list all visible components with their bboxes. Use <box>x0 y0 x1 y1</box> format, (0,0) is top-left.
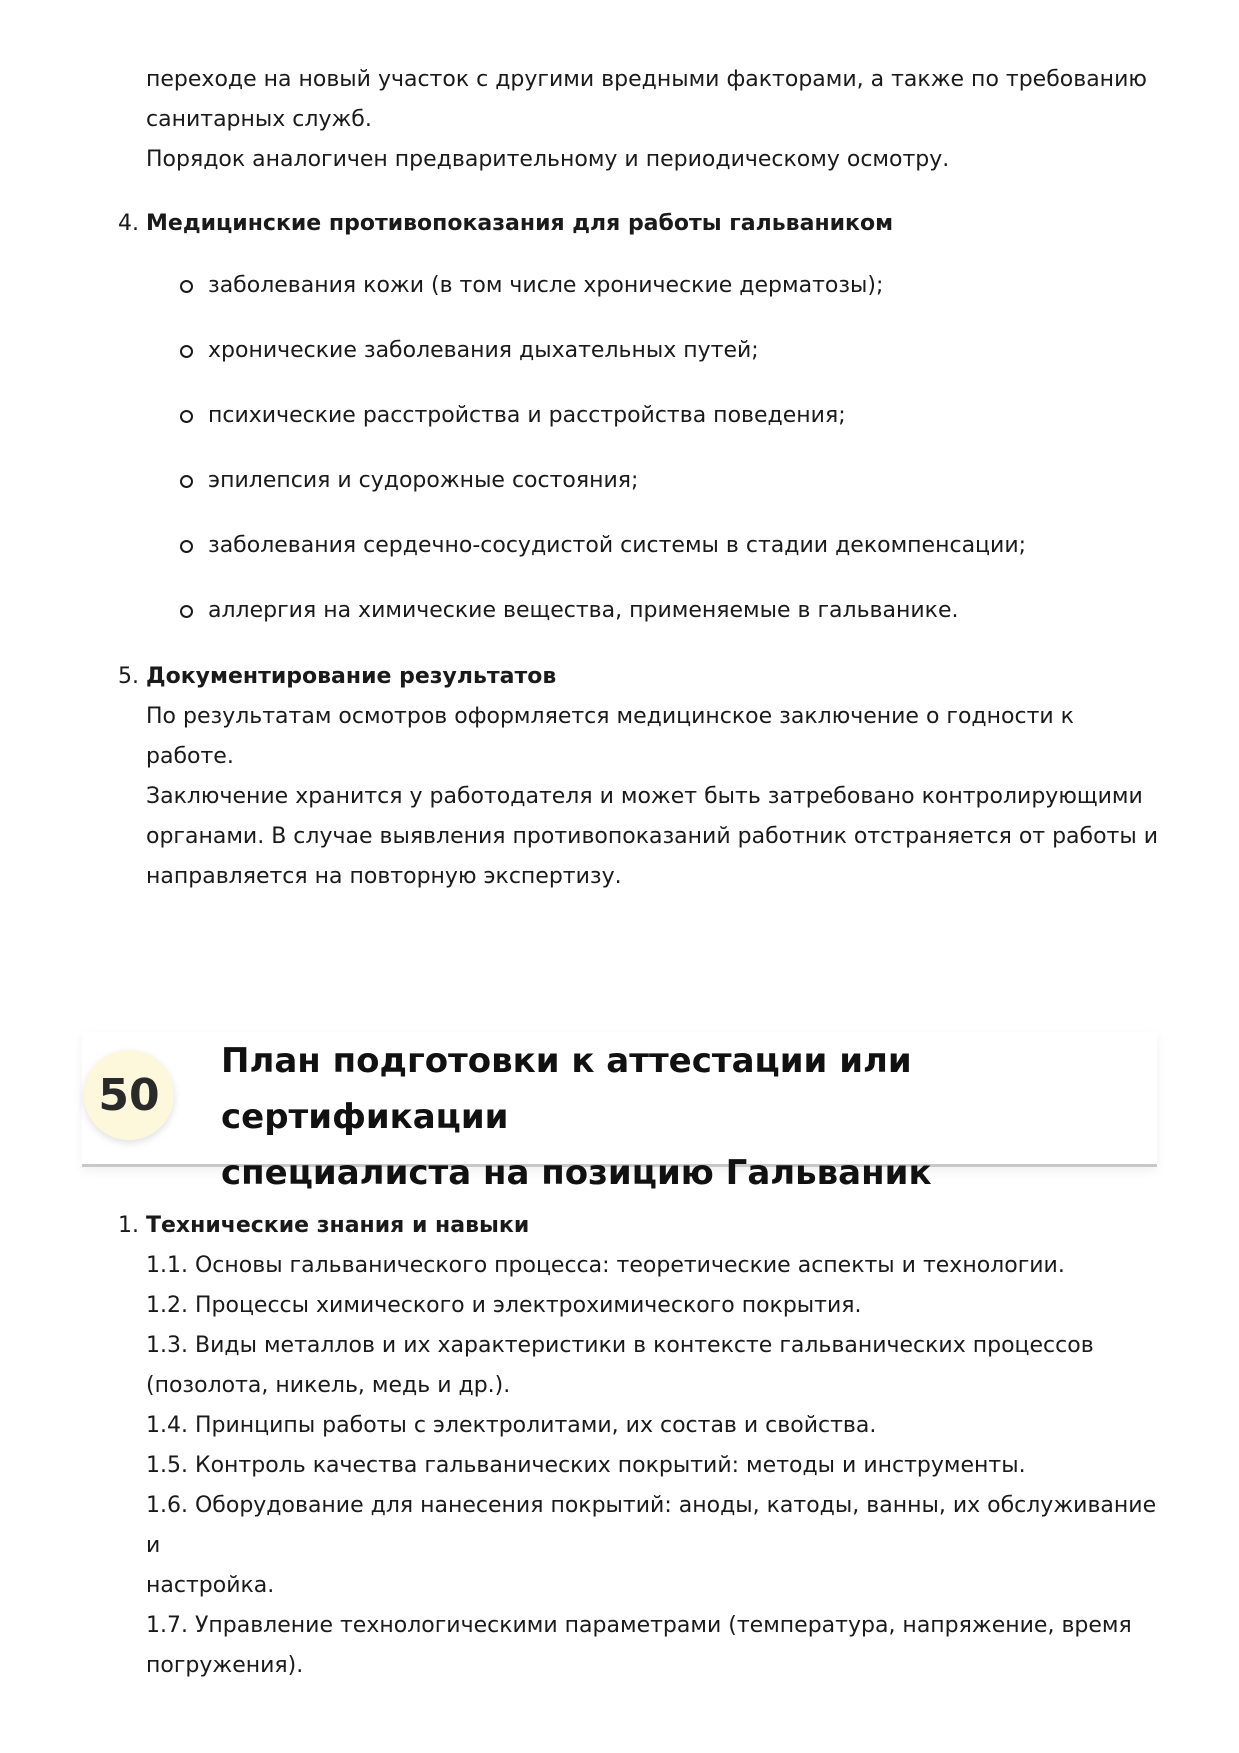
contraindications-list <box>180 266 1160 656</box>
sublist-line: погружения). <box>146 1653 304 1678</box>
item-5-heading <box>118 657 1158 697</box>
bullet-icon <box>180 540 193 553</box>
item-5-number: 5. <box>118 664 139 689</box>
item-4-number: 4. <box>118 211 139 236</box>
list-item: аллергия на химические вещества, применяемые в гальванике. <box>180 591 1160 656</box>
sublist-line: 1.5. Контроль качества гальванических покрытий: методы и инструменты. <box>146 1453 1026 1478</box>
item-4-title: Медицинские противопоказания для работы гальваником <box>146 211 894 236</box>
section-number-badge: 50 <box>84 1050 174 1140</box>
list-item: заболевания кожи (в том числе хронические дерматозы); <box>180 266 1160 331</box>
sublist-line: (позолота, никель, медь и др.). <box>146 1373 511 1398</box>
sublist-line: 1.3. Виды металлов и их характеристики в контексте гальванических процессов <box>146 1333 1094 1358</box>
bullet-icon <box>180 280 193 293</box>
item-5-line: направляется на повторную экспертизу. <box>146 864 622 889</box>
bullet-icon <box>180 475 193 488</box>
list-item: хронические заболевания дыхательных путей; <box>180 331 1160 396</box>
plan-item-1-sublist <box>146 1246 1166 1686</box>
intro-paragraph <box>146 60 1166 180</box>
sublist-line: настройка. <box>146 1573 275 1598</box>
sublist-line: 1.7. Управление технологическими параметрами (температура, напряжение, время <box>146 1613 1132 1638</box>
section-title-line-1: План подготовки к аттестации или сертификации <box>221 1041 912 1137</box>
sublist-line: 1.4. Принципы работы с электролитами, их состав и свойства. <box>146 1413 877 1438</box>
list-item: эпилепсия и судорожные состояния; <box>180 461 1160 526</box>
item-5-title: Документирование результатов <box>146 664 557 689</box>
plan-item-1-title: Технические знания и навыки <box>146 1213 530 1238</box>
item-5-line: Заключение хранится у работодателя и может быть затребовано контролирующими <box>146 784 1143 809</box>
sublist-line: 1.1. Основы гальванического процесса: теоретические аспекты и технологии. <box>146 1253 1065 1278</box>
list-item: заболевания сердечно-сосудистой системы в стадии декомпенсации; <box>180 526 1160 591</box>
section-title-line-2: специалиста на позицию Гальваник <box>221 1153 932 1193</box>
plan-item-1-heading <box>118 1206 1158 1246</box>
item-5-line: По результатам осмотров оформляется медицинское заключение о годности к работе. <box>146 704 1074 769</box>
sublist-line: 1.2. Процессы химического и электрохимического покрытия. <box>146 1293 862 1318</box>
item-5-line: органами. В случае выявления противопоказаний работник отстраняется от работы и <box>146 824 1159 849</box>
section-header <box>82 1032 1157 1193</box>
item-5-body <box>146 697 1166 897</box>
section-title <box>221 1033 1157 1201</box>
intro-line-1: переходе на новый участок с другими вредными факторами, а также по требованию <box>146 67 1147 92</box>
item-4-heading <box>118 204 1158 244</box>
list-item: психические расстройства и расстройства поведения; <box>180 396 1160 461</box>
intro-line-2: санитарных служб. <box>146 107 372 132</box>
bullet-icon <box>180 605 193 618</box>
plan-item-1-number: 1. <box>118 1213 139 1238</box>
bullet-icon <box>180 345 193 358</box>
intro-line-3: Порядок аналогичен предварительному и периодическому осмотру. <box>146 147 950 172</box>
bullet-icon <box>180 410 193 423</box>
sublist-line: 1.6. Оборудование для нанесения покрытий: аноды, катоды, ванны, их обслуживание и <box>146 1493 1157 1558</box>
